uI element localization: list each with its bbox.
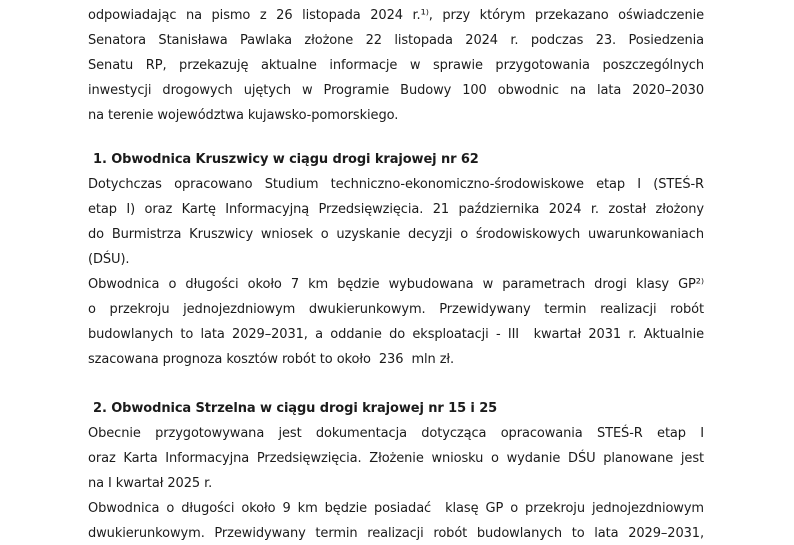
paragraph-line: do Burmistrza Kruszwicy wniosek o uzyskanie decyzji o środowiskowych uwarunkowaniach (88, 227, 704, 242)
section-heading-strzelno: 2. Obwodnica Strzelna w ciągu drogi krajowej nr 15 i 25 (93, 401, 498, 416)
kruszwica-details-paragraph (88, 272, 704, 372)
kruszwica-status-paragraph (88, 172, 704, 272)
paragraph-line: szacowana prognoza kosztów robót to około 236 mln zł. (88, 352, 455, 367)
paragraph-line: na I kwartał 2025 r. (88, 476, 213, 491)
paragraph-line: oraz Karta Informacyjna Przedsięwzięcia. Złożenie wniosku o wydanie DŚU planowane jest (88, 451, 704, 466)
section-heading-kruszwica: 1. Obwodnica Kruszwicy w ciągu drogi krajowej nr 62 (93, 152, 479, 167)
paragraph-line: Dotychczas opracowano Studium techniczno-ekonomiczno-środowiskowe etap I (STEŚ-R (88, 177, 704, 192)
paragraph-line: na terenie województwa kujawsko-pomorskiego. (88, 108, 399, 123)
paragraph-line: Obwodnica o długości około 9 km będzie posiadać klasę GP o przekroju jednojezdniowym (88, 501, 704, 516)
paragraph-line: etap I) oraz Kartę Informacyjną Przedsięwzięcia. 21 października 2024 r. został złożony (88, 202, 704, 217)
paragraph-line: o przekroju jednojezdniowym dwukierunkowym. Przewidywany termin realizacji robót (88, 302, 704, 317)
paragraph-line: Senatora Stanisława Pawlaka złożone 22 listopada 2024 r. podczas 23. Posiedzenia (88, 33, 704, 48)
paragraph-line: budowlanych to lata 2029–2031, a oddanie do eksploatacji - III kwartał 2031 r. Aktualnie (88, 327, 704, 342)
blank-line (88, 128, 704, 147)
paragraph-line: Obecnie przygotowywana jest dokumentacja dotycząca opracowania STEŚ-R etap I (88, 426, 704, 441)
strzelno-status-paragraph (88, 421, 704, 496)
blank-line (88, 372, 704, 396)
intro-paragraph (88, 3, 704, 128)
paragraph-line: odpowiadając na pismo z 26 listopada 2024 r.¹⁾, przy którym przekazano oświadczenie (88, 8, 704, 23)
paragraph-line: (DŚU). (88, 252, 130, 267)
paragraph-line: Senatu RP, przekazuję aktualne informacje w sprawie przygotowania poszczególnych (88, 58, 704, 73)
paragraph-line: Obwodnica o długości około 7 km będzie wybudowana w parametrach drogi klasy GP²⁾ (88, 277, 704, 292)
paragraph-line: inwestycji drogowych ujętych w Programie Budowy 100 obwodnic na lata 2020–2030 (88, 83, 704, 98)
strzelno-details-paragraph (88, 496, 704, 545)
paragraph-line: dwukierunkowym. Przewidywany termin realizacji robót budowlanych to lata 2029–2031, (88, 526, 704, 541)
